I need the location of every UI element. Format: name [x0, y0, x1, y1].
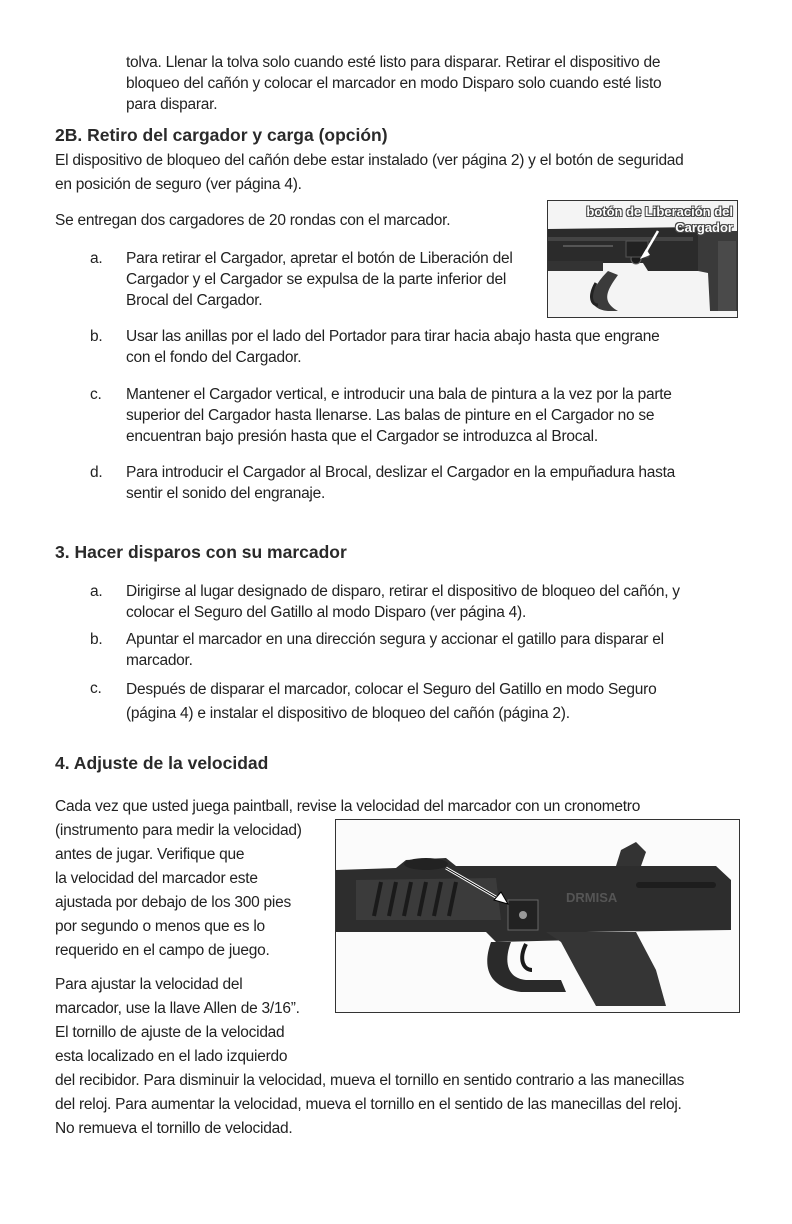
list-marker: c.: [90, 680, 102, 697]
sec2b-p2: Se entregan dos cargadores de 20 rondas con el marcador.: [55, 212, 451, 229]
list-item-line: Brocal del Cargador.: [126, 292, 263, 309]
list-item-line: (página 4) e instalar el dispositivo de bloqueo del cañón (página 2).: [126, 705, 570, 722]
section-4-heading: 4. Adjuste de la velocidad: [55, 753, 269, 773]
sec4-line: del reloj. Para aumentar la velocidad, mueva el tornillo en el sentido de las manecillas del reloj.: [55, 1096, 682, 1113]
list-item: [55, 384, 745, 447]
callout-line-2: Cargador: [675, 220, 733, 235]
list-item-line: Para introducir el Cargador al Brocal, deslizar el Cargador en la empuñadura hasta: [126, 464, 676, 481]
list-item-line: Apuntar el marcador en una dirección segura y accionar el gatillo para disparar el: [126, 631, 664, 648]
marker-side-illustration: [336, 820, 740, 1013]
intro-line-2: bloqueo del cañón y colocar el marcador en modo Disparo solo cuando esté listo: [126, 75, 662, 92]
list-item-line: colocar el Seguro del Gatillo al modo Disparo (ver página 4).: [126, 604, 527, 621]
list-item-line: Dirigirse al lugar designado de disparo, retirar el dispositivo de bloqueo del cañón, y: [126, 583, 680, 600]
list-marker: b.: [90, 631, 103, 648]
sec4-line: por segundo o menos que es lo: [55, 918, 265, 935]
list-item-line: superior del Cargador hasta llenarse. Las balas de pinture en el Cargador no se: [126, 407, 655, 424]
list-item: [55, 678, 745, 724]
sec4-line: requerido en el campo de juego.: [55, 942, 270, 959]
list-item: [55, 248, 745, 311]
sec4-line: (instrumento para medir la velocidad): [55, 822, 302, 839]
list-marker: c.: [90, 386, 102, 403]
sec4-line: la velocidad del marcador este: [55, 870, 258, 887]
callout-line-1: botón de Liberación del: [586, 204, 733, 219]
list-marker: d.: [90, 464, 103, 481]
sec4-line: marcador, use la llave Allen de 3/16”.: [55, 1000, 300, 1017]
sec4-line: esta localizado en el lado izquierdo: [55, 1048, 288, 1065]
list-item-line: con el fondo del Cargador.: [126, 349, 302, 366]
svg-text:DRMISA: DRMISA: [566, 890, 618, 905]
list-item: [55, 462, 745, 504]
list-marker: a.: [90, 583, 103, 600]
list-item-line: sentir el sonido del engranaje.: [126, 485, 326, 502]
list-item-line: encuentran bajo presión hasta que el Cargador se introduzca al Brocal.: [126, 428, 598, 445]
list-marker: a.: [90, 250, 103, 267]
list-item-line: Cargador y el Cargador se expulsa de la parte inferior del: [126, 271, 507, 288]
list-item-line: marcador.: [126, 652, 193, 669]
list-item-line: Mantener el Cargador vertical, e introducir una bala de pintura a la vez por la parte: [126, 386, 672, 403]
intro-line-1: tolva. Llenar la tolva solo cuando esté listo para disparar. Retirar el dispositivo de: [126, 54, 661, 71]
list-item-line: Para retirar el Cargador, apretar el botón de Liberación del: [126, 250, 513, 267]
intro-line-3: para disparar.: [126, 96, 218, 113]
sec4-line: No remueva el tornillo de velocidad.: [55, 1120, 293, 1137]
section-2b-heading: 2B. Retiro del cargador y carga (opción): [55, 125, 388, 145]
sec4-line: El tornillo de ajuste de la velocidad: [55, 1024, 285, 1041]
sec4-line: del recibidor. Para disminuir la velocidad, mueva el tornillo en sentido contrario a las manecillas: [55, 1072, 685, 1089]
list-item: [55, 581, 745, 623]
sec2b-p1-line1: El dispositivo de bloqueo del cañón debe estar instalado (ver página 2) y el botón de seguridad: [55, 152, 684, 169]
list-marker: b.: [90, 328, 103, 345]
sec4-line: antes de jugar. Verifique que: [55, 846, 245, 863]
list-item: [55, 629, 745, 671]
sec4-line: ajustada por debajo de los 300 pies: [55, 894, 291, 911]
sec4-line: Para ajustar la velocidad del: [55, 976, 243, 993]
list-item-line: Usar las anillas por el lado del Portador para tirar hacia abajo hasta que engrane: [126, 328, 660, 345]
list-item-line: Después de disparar el marcador, colocar el Seguro del Gatillo en modo Seguro: [126, 681, 657, 698]
section-3-heading: 3. Hacer disparos con su marcador: [55, 542, 347, 562]
list-item: [55, 326, 745, 368]
sec2b-p1-line2: en posición de seguro (ver página 4).: [55, 176, 302, 193]
velocity-adjust-figure: [335, 819, 740, 1013]
sec4-line: Cada vez que usted juega paintball, revise la velocidad del marcador con un cronometro: [55, 798, 641, 815]
